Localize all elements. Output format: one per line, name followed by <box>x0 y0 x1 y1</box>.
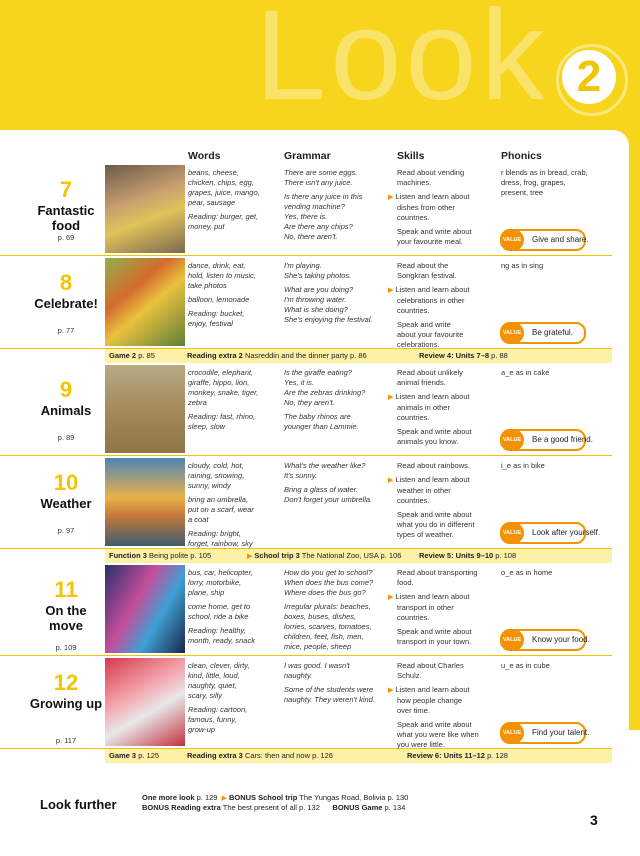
grammar-line: boxes, buses, dishes, <box>284 612 357 621</box>
words-line: Reading: fast, rhino, <box>188 412 256 421</box>
skills-line: celebrations in other <box>397 296 465 305</box>
unit-photo <box>105 658 185 746</box>
extras-strip: Function 3 Being polite p. 105 ▶ School trip 3 The National Zoo, USA p. 106 Review 5: Units 9–10 p. 108 <box>105 549 612 563</box>
skills-line: your favourite meal. <box>397 237 463 246</box>
grammar-line: Bring a glass of water. <box>284 485 358 494</box>
skills-line: countries. <box>397 496 430 505</box>
words-line: lorry, motorbike, <box>188 578 242 587</box>
words-line: kind, little, loud, <box>188 671 240 680</box>
words-line: grapes, juice, mango, <box>188 188 260 197</box>
grammar-line: mice, people, sheep <box>284 642 352 651</box>
skills-line: animals you know. <box>397 437 459 446</box>
unit-number: 8 <box>59 270 73 295</box>
phonics-cell <box>501 461 601 471</box>
unit-number: 10 <box>53 470 79 495</box>
grammar-line: She's taking photos. <box>284 271 352 280</box>
unit-row <box>0 456 612 549</box>
words-line: chicken, chips, egg, <box>188 178 254 187</box>
skills-line: animals in other <box>397 403 450 412</box>
grammar-line: I'm playing. <box>284 261 322 270</box>
grammar-cell <box>284 261 388 325</box>
grammar-line: What is she doing? <box>284 305 348 314</box>
grammar-line: The baby rhinos are <box>284 412 351 421</box>
words-line: Reading: cartoon, <box>188 705 248 714</box>
words-line: bus, car, helicopter, <box>188 568 253 577</box>
skills-line: countries. <box>397 213 430 222</box>
arrow-icon: ▶ <box>388 394 394 401</box>
look-further-line-1: One more look p. 129 ▶ BONUS School trip The Yungas Road, Bolivia p. 130 <box>142 793 409 802</box>
col-grammar: Grammar <box>284 150 331 162</box>
grammar-cell <box>284 661 388 705</box>
grammar-line: What are you doing? <box>284 285 354 294</box>
words-line: crocodile, elephant, <box>188 368 254 377</box>
value-pill <box>500 629 590 651</box>
unit-photo <box>105 365 185 453</box>
grammar-line: There are some eggs. <box>284 168 358 177</box>
grammar-line: What's the weather like? <box>284 461 366 470</box>
skills-line: Schulz. <box>397 671 422 680</box>
skills-line: Songkran festival. <box>397 271 457 280</box>
words-cell <box>188 168 278 232</box>
unit-photo <box>105 165 185 253</box>
words-line: school, ride a bike <box>188 612 249 621</box>
look-further-title: Look further <box>40 797 117 812</box>
unit-title: Growing up <box>29 696 103 711</box>
grammar-cell <box>284 461 388 505</box>
phonics-line: o_e as in home <box>501 568 553 577</box>
skills-line: countries. <box>397 613 430 622</box>
skills-line: weather in other <box>397 486 451 495</box>
phonics-line: present, tree <box>501 188 544 197</box>
grammar-cell <box>284 168 388 242</box>
unit-row <box>0 656 612 749</box>
unit-photo <box>105 565 185 653</box>
skills-line: animal friends. <box>397 378 446 387</box>
words-line: dance, drink, eat, <box>188 261 246 270</box>
value-pill <box>500 229 589 251</box>
grammar-cell <box>284 368 388 432</box>
words-cell <box>188 368 278 432</box>
unit-photo <box>105 458 185 546</box>
words-line: beans, cheese, <box>188 168 239 177</box>
value-badge: VALUE <box>500 722 524 744</box>
words-line: month, ready, snack <box>188 636 255 645</box>
skills-cell <box>388 168 497 247</box>
arrow-icon: ▶ <box>388 594 394 601</box>
skills-line: Read about Charles <box>397 661 464 670</box>
grammar-line: Are there any chips? <box>284 222 353 231</box>
value-badge: VALUE <box>500 229 524 251</box>
unit-page: p. 109 <box>55 643 77 652</box>
arrow-icon: ▶ <box>388 194 394 201</box>
col-phonics: Phonics <box>501 150 542 162</box>
skills-line: Speak and write about <box>397 510 472 519</box>
right-edge-strip <box>611 130 640 730</box>
unit-number-badge: 2 <box>562 50 616 104</box>
grammar-line: No, they aren't. <box>284 398 335 407</box>
skills-line: Listen and learn about <box>395 592 470 601</box>
words-line: Reading: bright, <box>188 529 241 538</box>
grammar-line: Is the giraffe eating? <box>284 368 352 377</box>
grammar-line: How do you get to school? <box>284 568 373 577</box>
grammar-cell <box>284 568 388 652</box>
skills-cell <box>388 568 497 647</box>
grammar-line: naughty. <box>284 671 313 680</box>
words-line: hold, listen to music, <box>188 271 256 280</box>
phonics-line: r blends as in bread, crab, <box>501 168 588 177</box>
phonics-cell <box>501 568 601 578</box>
unit-number: 7 <box>59 177 73 202</box>
words-line: raining, snowing, <box>188 471 245 480</box>
unit-title: Fantastic food <box>37 203 95 233</box>
unit-number: 12 <box>53 670 79 695</box>
words-line: monkey, snake, tiger, <box>188 388 259 397</box>
value-text: Look after yourself. <box>532 528 601 537</box>
header-banner <box>0 0 640 130</box>
unit-title: Celebrate! <box>34 296 98 311</box>
phonics-cell <box>501 261 601 271</box>
extras-strip: Game 2 p. 85 Reading extra 2 Nasreddin and the dinner party p. 86 Review 4: Units 7–8 p. 88 <box>105 349 612 363</box>
grammar-line: younger than Lammie. <box>284 422 359 431</box>
grammar-line: Are the zebras drinking? <box>284 388 366 397</box>
skills-line: Speak and write about <box>397 720 472 729</box>
value-badge: VALUE <box>500 429 524 451</box>
unit-row <box>0 256 612 349</box>
grammar-line: Irregular plurals: beaches, <box>284 602 371 611</box>
skills-line: Read about rainbows. <box>397 461 470 470</box>
grammar-line: Yes, there is. <box>284 212 328 221</box>
arrow-icon: ▶ <box>388 477 394 484</box>
phonics-cell <box>501 168 601 198</box>
skills-line: Speak and write <box>397 320 451 329</box>
words-line: sleep, slow <box>188 422 226 431</box>
value-pill <box>500 322 586 344</box>
unit-photo <box>105 258 185 346</box>
skills-line: you were little. <box>397 740 445 749</box>
unit-page: p. 89 <box>57 433 75 442</box>
page-number: 3 <box>590 812 598 828</box>
grammar-line: Some of the students were <box>284 685 374 694</box>
grammar-line: No, there aren't. <box>284 232 338 241</box>
unit-row <box>0 363 612 456</box>
words-cell <box>188 661 278 735</box>
words-line: famous, funny, <box>188 715 237 724</box>
words-line: bring an umbrella, <box>188 495 249 504</box>
words-line: money, put <box>188 222 225 231</box>
ghost-title: Look <box>255 0 549 127</box>
phonics-line: ng as in sing <box>501 261 544 270</box>
value-badge: VALUE <box>500 522 524 544</box>
skills-line: Read about vending <box>397 168 465 177</box>
skills-line: what you do in different <box>397 520 475 529</box>
words-line: plane, ship <box>188 588 225 597</box>
phonics-line: u_e as in cube <box>501 661 550 670</box>
skills-line: Listen and learn about <box>395 685 470 694</box>
unit-page: p. 77 <box>57 326 75 335</box>
value-text: Find your talent. <box>532 728 590 737</box>
grammar-line: lorries, scarves, tomatoes, <box>284 622 372 631</box>
unit-page: p. 69 <box>57 233 75 242</box>
skills-line: Speak and write about <box>397 427 472 436</box>
phonics-cell <box>501 368 601 378</box>
col-words: Words <box>188 150 221 162</box>
skills-line: transport in other <box>397 603 454 612</box>
unit-page: p. 97 <box>57 526 75 535</box>
unit-number: 11 <box>54 577 78 602</box>
col-skills: Skills <box>397 150 425 162</box>
skills-line: types of weather. <box>397 530 454 539</box>
skills-line: Read about unlikely <box>397 368 463 377</box>
words-cell <box>188 461 278 549</box>
words-line: come home, get to <box>188 602 251 611</box>
grammar-line: Where does the bus go? <box>284 588 366 597</box>
grammar-line: She's enjoying the festival. <box>284 315 373 324</box>
words-line: pear, sausage <box>188 198 236 207</box>
phonics-line: i_e as in bike <box>501 461 545 470</box>
words-cell <box>188 568 278 646</box>
words-line: forget, rainbow, sky <box>188 539 253 548</box>
extras-strip: Game 3 p. 125 Reading extra 3 Cars: then and now p. 126 Review 6: Units 11–12 p. 128 <box>105 749 612 763</box>
skills-cell <box>388 461 497 540</box>
skills-line: machines. <box>397 178 432 187</box>
words-line: cloudy, cold, hot, <box>188 461 244 470</box>
words-line: take photos <box>188 281 227 290</box>
skills-cell <box>388 661 497 750</box>
words-line: grow-up <box>188 725 216 734</box>
words-line: enjoy, festival <box>188 319 233 328</box>
grammar-line: I was good. I wasn't <box>284 661 350 670</box>
skills-line: Speak and write about <box>397 627 472 636</box>
skills-line: how people change <box>397 696 463 705</box>
grammar-line: I'm throwing water. <box>284 295 347 304</box>
words-line: Reading: bucket, <box>188 309 245 318</box>
value-pill <box>500 429 593 451</box>
words-line: clean, clever, dirty, <box>188 661 250 670</box>
value-text: Be grateful. <box>532 328 573 337</box>
skills-line: what you were like when <box>397 730 479 739</box>
skills-line: Listen and learn about <box>395 192 470 201</box>
value-badge: VALUE <box>500 629 524 651</box>
arrow-icon: ▶ <box>388 687 394 694</box>
skills-line: Listen and learn about <box>395 475 470 484</box>
words-cell <box>188 261 278 329</box>
grammar-line: It's sunny. <box>284 471 317 480</box>
phonics-line: dress, frog, grapes, <box>501 178 566 187</box>
skills-line: Speak and write about <box>397 227 472 236</box>
grammar-line: Yes, it is. <box>284 378 315 387</box>
arrow-icon: ▶ <box>388 287 394 294</box>
words-line: Reading: burger, get, <box>188 212 259 221</box>
skills-cell <box>388 368 497 447</box>
unit-row <box>0 563 612 656</box>
value-text: Be a good friend. <box>532 435 593 444</box>
unit-title: On the move <box>45 603 87 633</box>
skills-line: transport in your town. <box>397 637 472 646</box>
value-badge: VALUE <box>500 322 524 344</box>
skills-line: celebrations. <box>397 340 440 349</box>
words-line: naughty, quiet, <box>188 681 237 690</box>
units-table <box>0 163 612 763</box>
skills-line: countries. <box>397 306 430 315</box>
skills-line: Read about the <box>397 261 449 270</box>
value-text: Give and share. <box>532 235 589 244</box>
skills-line: dishes from other <box>397 203 455 212</box>
grammar-line: Don't forget your umbrella. <box>284 495 373 504</box>
words-line: Reading: healthy, <box>188 626 246 635</box>
phonics-line: a_e as in cake <box>501 368 550 377</box>
words-line: put on a scarf, wear <box>188 505 254 514</box>
skills-line: about your favourite <box>397 330 464 339</box>
unit-title: Animals <box>40 403 92 418</box>
words-line: balloon, lemonade <box>188 295 250 304</box>
value-text: Know your food. <box>532 635 590 644</box>
grammar-line: Is there any juice in this <box>284 192 363 201</box>
grammar-line: children, feet, fish, men, <box>284 632 364 641</box>
words-line: zebra <box>188 398 207 407</box>
words-line: a coat <box>188 515 209 524</box>
phonics-cell <box>501 661 601 671</box>
skills-cell <box>388 261 497 350</box>
skills-line: countries. <box>397 413 430 422</box>
words-line: sunny, windy <box>188 481 231 490</box>
words-line: scary, silly <box>188 691 223 700</box>
skills-line: Listen and learn about <box>395 285 470 294</box>
grammar-line: naughty. They weren't kind. <box>284 695 375 704</box>
grammar-line: vending machine? <box>284 202 345 211</box>
unit-page: p. 117 <box>55 736 77 745</box>
words-line: giraffe, hippo, lion, <box>188 378 250 387</box>
skills-line: food. <box>397 578 414 587</box>
unit-row <box>0 163 612 256</box>
skills-line: over time. <box>397 706 430 715</box>
value-pill <box>500 722 590 744</box>
value-pill <box>500 522 601 544</box>
grammar-line: There isn't any juice. <box>284 178 353 187</box>
unit-title: Weather <box>40 496 92 511</box>
skills-line: Read about transporting <box>397 568 478 577</box>
skills-line: Listen and learn about <box>395 392 470 401</box>
grammar-line: When does the bus come? <box>284 578 374 587</box>
look-further-line-2: BONUS Reading extra The best present of all p. 132 BONUS Game p. 134 <box>142 803 406 812</box>
unit-number: 9 <box>59 377 73 402</box>
